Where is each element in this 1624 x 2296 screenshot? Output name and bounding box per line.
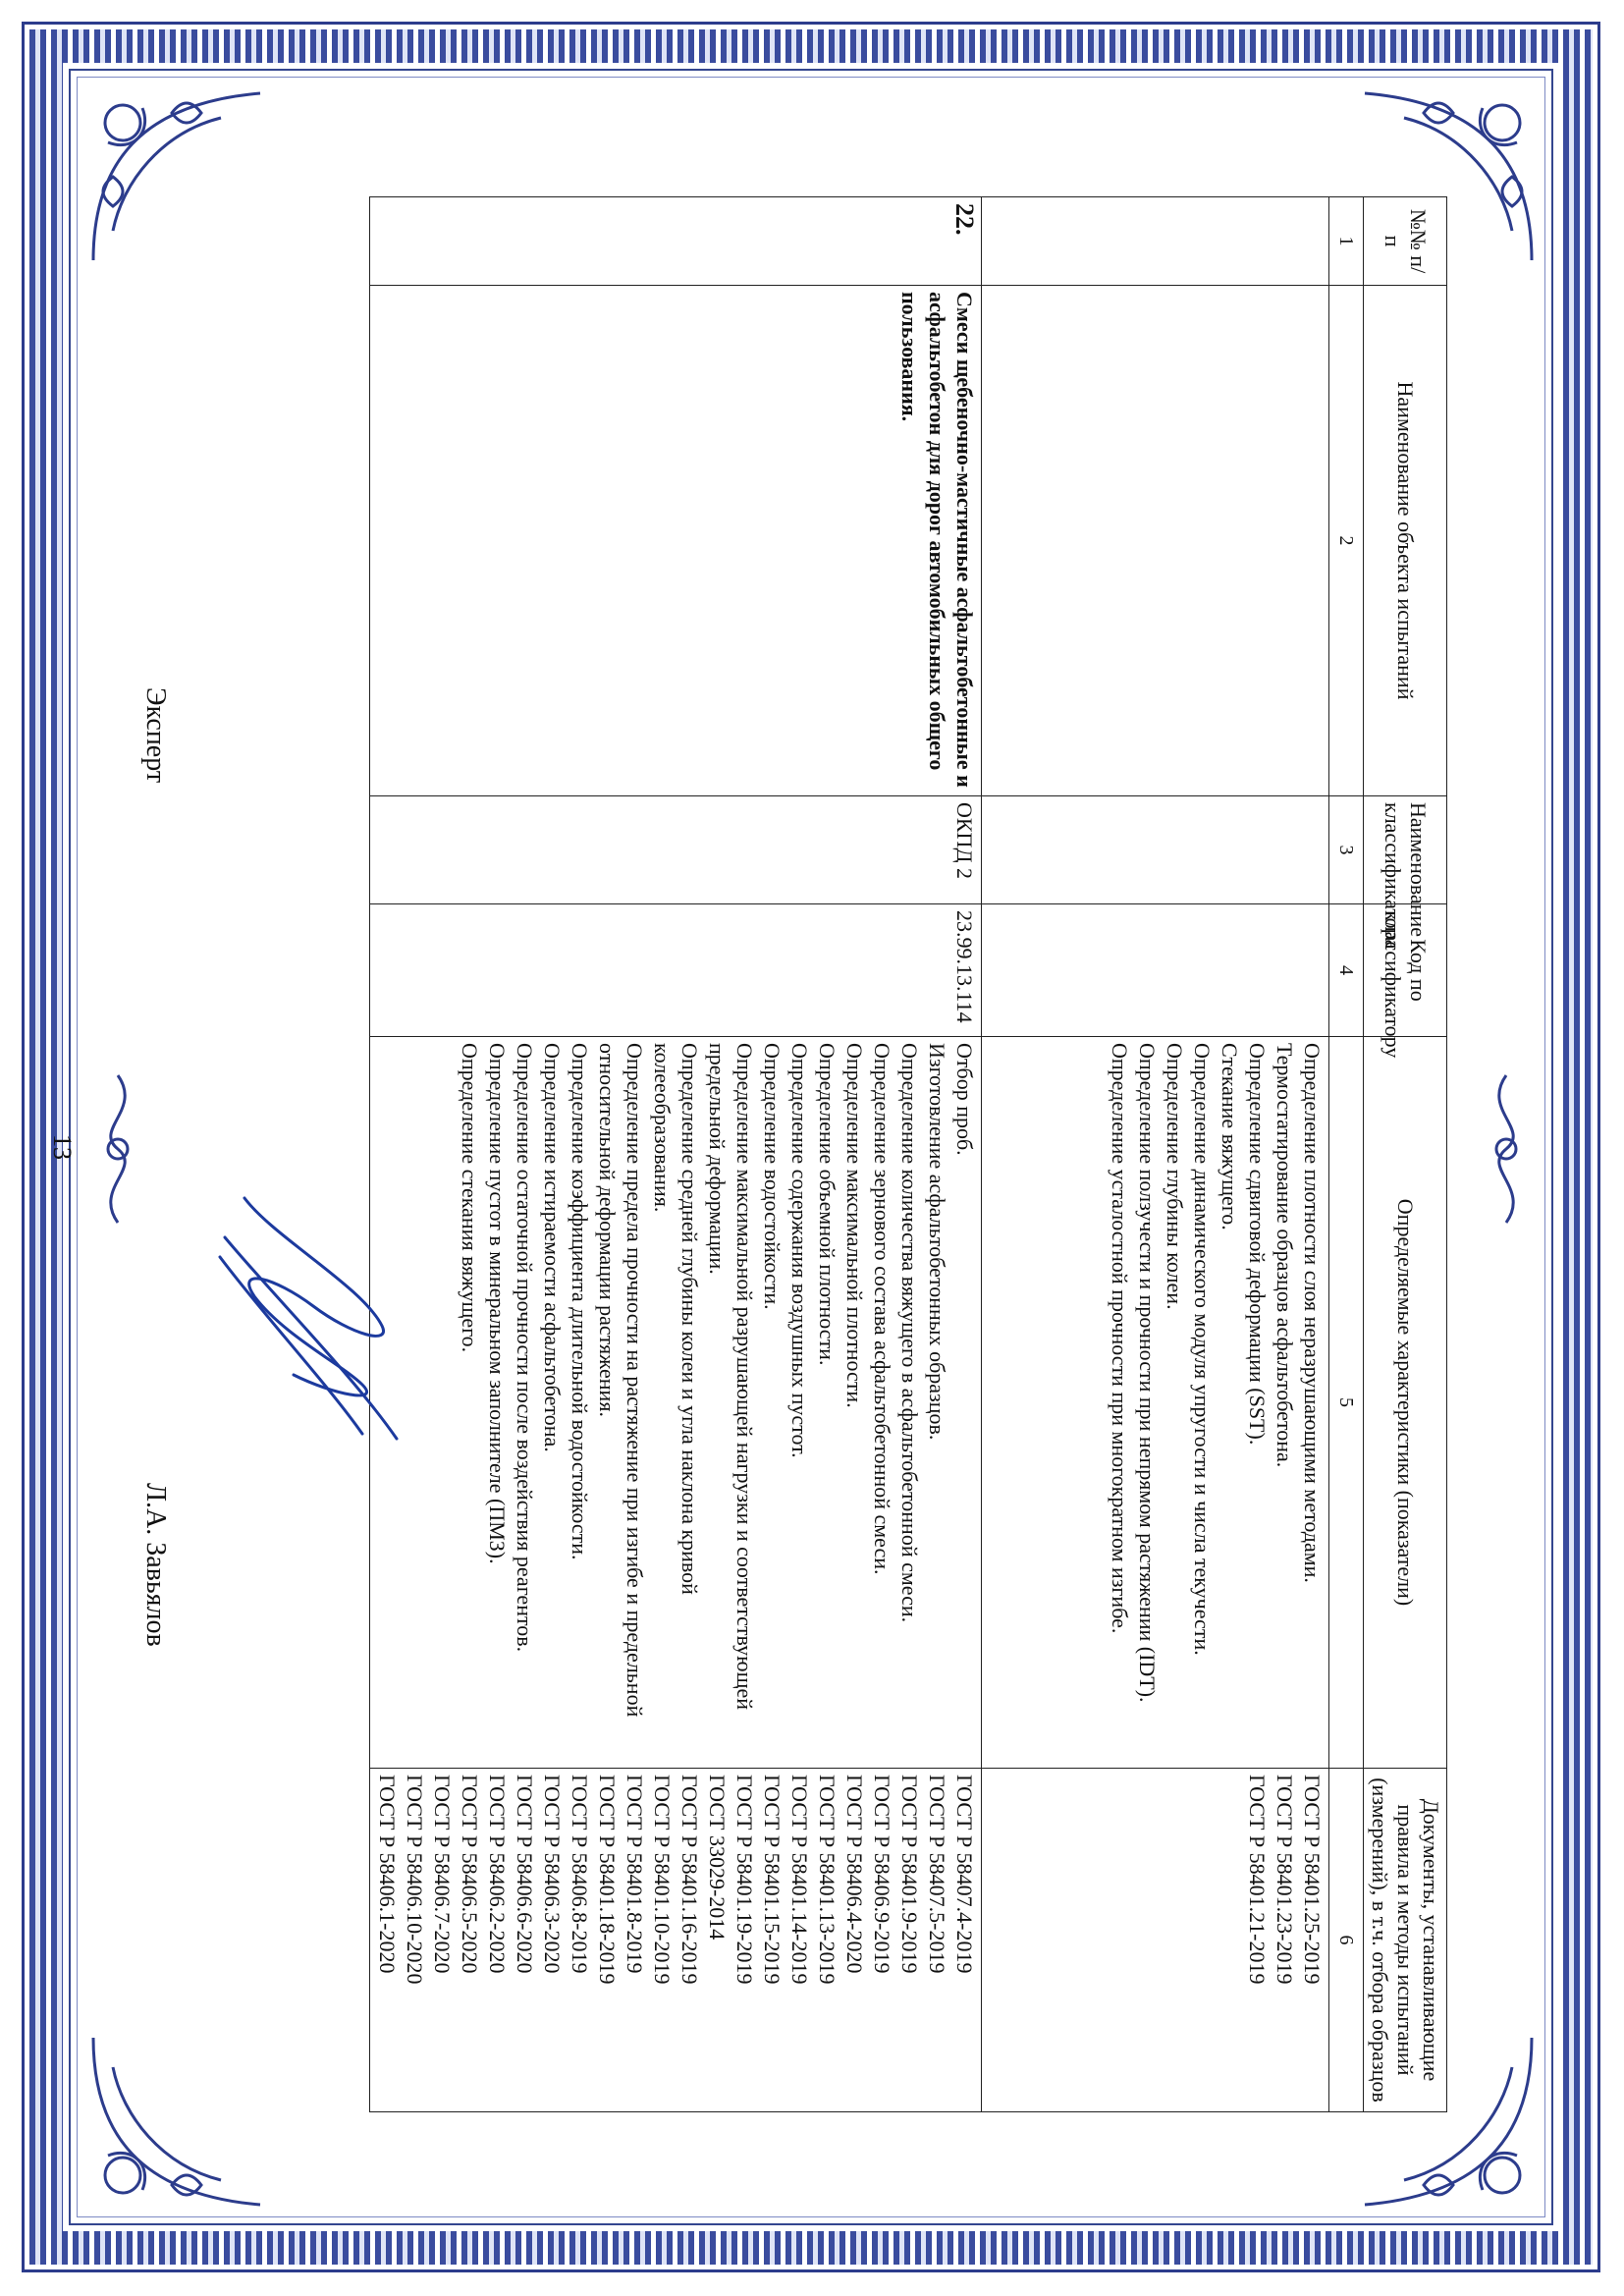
document-item: ГОСТ Р 58401.23-2019 bbox=[1272, 1775, 1297, 1985]
row-characteristics bbox=[370, 1037, 982, 1769]
expert-name: Л.А. Завьялов bbox=[140, 1483, 171, 1647]
characteristic-item: Определение плотности слоя неразрушающими методами. bbox=[1300, 1043, 1325, 1583]
characteristic-item: Определение максимальной разрушающей нагрузки и соответствующей предельной деформации. bbox=[705, 1043, 757, 1711]
row-characteristics bbox=[982, 1037, 1329, 1769]
characteristic-item: Термостатирование образцов асфальтобетона. bbox=[1272, 1043, 1297, 1468]
characteristic-item: Отбор проб. bbox=[952, 1043, 977, 1156]
document-item: ГОСТ Р 58401.18-2019 bbox=[595, 1775, 620, 1985]
column-number: 3 bbox=[1329, 796, 1364, 904]
row-object: Смеси щебеночно-мастичные асфальтобетонные и асфальтобетон для дорог автомобильных общего пользования. bbox=[370, 286, 982, 796]
characteristic-item: Определение количества вяжущего в асфальтобетонной смеси. bbox=[897, 1043, 922, 1623]
row-number bbox=[982, 197, 1329, 286]
document-item: ГОСТ Р 58401.15-2019 bbox=[760, 1775, 785, 1985]
characteristic-item: Определение содержания воздушных пустот. bbox=[787, 1043, 812, 1458]
document-item: ГОСТ Р 58401.16-2019 bbox=[677, 1775, 702, 1985]
characteristic-item: Определение средней глубины колеи и угла наклона кривой колееобразования. bbox=[650, 1043, 702, 1595]
col-header-characteristics: Определяемые характеристики (показатели) bbox=[1364, 1037, 1447, 1769]
characteristic-item: Определение коэффициента длительной водостойкости. bbox=[568, 1043, 592, 1560]
row-code: 23.99.13.114 bbox=[370, 904, 982, 1037]
document-item: ГОСТ Р 58406.10-2020 bbox=[403, 1775, 427, 1985]
characteristic-item: Определение водостойкости. bbox=[760, 1043, 785, 1310]
document-item: ГОСТ Р 58401.19-2019 bbox=[732, 1775, 757, 1985]
expert-label: Эксперт bbox=[140, 687, 171, 784]
table-header-row bbox=[1364, 197, 1447, 2112]
row-number: 22. bbox=[370, 197, 982, 286]
characteristic-item: Определение зернового состава асфальтобетонной смеси. bbox=[870, 1043, 894, 1575]
document-item: ГОСТ Р 58401.10-2019 bbox=[650, 1775, 675, 1985]
column-number: 4 bbox=[1329, 904, 1364, 1037]
column-numbers-row bbox=[1329, 197, 1364, 2112]
row-classifier bbox=[982, 796, 1329, 904]
expert-signature bbox=[195, 1178, 421, 1453]
table-row bbox=[982, 197, 1329, 2112]
characteristic-item: Определение пустот в минеральном заполнителе (ПМЗ). bbox=[485, 1043, 510, 1564]
document-item: ГОСТ Р 58406.6-2020 bbox=[513, 1775, 537, 1974]
document-item: ГОСТ Р 58406.1-2020 bbox=[375, 1775, 400, 1974]
document-item: ГОСТ Р 58406.5-2020 bbox=[458, 1775, 482, 1974]
row-code bbox=[982, 904, 1329, 1037]
document-item: ГОСТ Р 58406.8-2019 bbox=[568, 1775, 592, 1974]
col-header-number: №№ п/п bbox=[1364, 197, 1447, 286]
document-item: ГОСТ Р 58401.25-2019 bbox=[1300, 1775, 1325, 1985]
col-header-classifier: Наименование классификатора bbox=[1364, 796, 1447, 904]
col-header-object: Наименование объекта испытаний bbox=[1364, 286, 1447, 796]
document-item: ГОСТ Р 58401.8-2019 bbox=[623, 1775, 647, 1974]
characteristic-item: Определение ползучести и прочности при непрямом растяжении (IDT). bbox=[1135, 1043, 1160, 1703]
document-item: ГОСТ Р 58407.5-2019 bbox=[925, 1775, 949, 1974]
document-item: ГОСТ Р 58401.13-2019 bbox=[815, 1775, 839, 1985]
characteristic-item: Определение динамического модуля упругости и числа текучести. bbox=[1190, 1043, 1215, 1656]
characteristic-item: Определение глубины колеи. bbox=[1163, 1043, 1187, 1310]
document-item: ГОСТ Р 58401.9-2019 bbox=[897, 1775, 922, 1974]
document-item: ГОСТ Р 58406.3-2020 bbox=[540, 1775, 565, 1974]
column-number: 1 bbox=[1329, 197, 1364, 286]
col-header-code: Код по классификатору bbox=[1364, 904, 1447, 1037]
row-documents bbox=[982, 1769, 1329, 2112]
characteristic-item: Определение усталостной прочности при многократном изгибе. bbox=[1108, 1043, 1132, 1634]
document-item: ГОСТ Р 58401.21-2019 bbox=[1245, 1775, 1270, 1985]
document-item: ГОСТ Р 58406.7-2020 bbox=[430, 1775, 455, 1974]
row-documents bbox=[370, 1769, 982, 2112]
characteristic-item: Изготовление асфальтобетонных образцов. bbox=[925, 1043, 949, 1441]
page-number: 13 bbox=[48, 1134, 77, 1160]
characteristic-item: Стекание вяжущего. bbox=[1218, 1043, 1242, 1230]
document-item: ГОСТ Р 58406.9-2019 bbox=[870, 1775, 894, 1974]
document-item: ГОСТ 33029-2014 bbox=[705, 1775, 730, 1941]
characteristic-item: Определение стекания вяжущего. bbox=[458, 1043, 482, 1353]
characteristic-item: Определение объемной плотности. bbox=[815, 1043, 839, 1366]
col-header-documents: Документы, устанавливающие правила и методы испытаний (измерений), в т.ч. отбора образцов bbox=[1364, 1769, 1447, 2112]
table-row bbox=[370, 197, 982, 2112]
column-number: 5 bbox=[1329, 1037, 1364, 1769]
characteristic-item: Определение максимальной плотности. bbox=[842, 1043, 867, 1408]
row-object bbox=[982, 286, 1329, 796]
document-item: ГОСТ Р 58401.14-2019 bbox=[787, 1775, 812, 1985]
row-classifier: ОКПД 2 bbox=[370, 796, 982, 904]
column-number: 6 bbox=[1329, 1769, 1364, 2112]
characteristic-item: Определение сдвиговой деформации (SST). bbox=[1245, 1043, 1270, 1446]
document-item: ГОСТ Р 58406.4-2020 bbox=[842, 1775, 867, 1974]
document-item: ГОСТ Р 58406.2-2020 bbox=[485, 1775, 510, 1974]
characteristic-item: Определение предела прочности на растяжение при изгибе и предельной относительной деформации растяжения. bbox=[595, 1043, 647, 1718]
characteristic-item: Определение остаточной прочности после воздействия реагентов. bbox=[513, 1043, 537, 1653]
document-item: ГОСТ Р 58407.4-2019 bbox=[952, 1775, 977, 1974]
accreditation-table bbox=[369, 196, 1447, 2112]
characteristic-item: Определение истираемости асфальтобетона. bbox=[540, 1043, 565, 1452]
column-number: 2 bbox=[1329, 286, 1364, 796]
